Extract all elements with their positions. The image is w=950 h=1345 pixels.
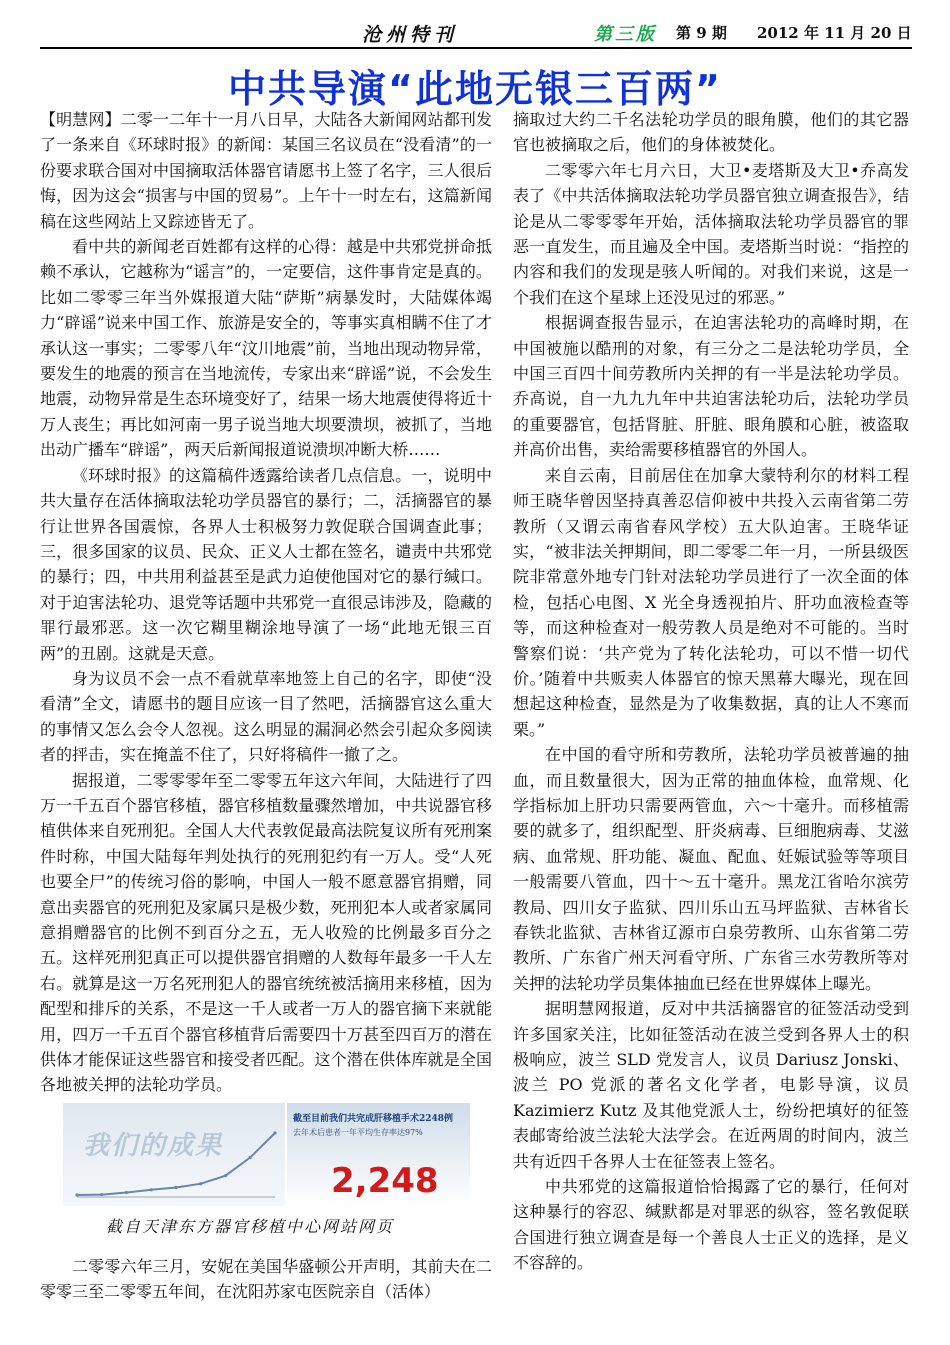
figure-caption: 截自天津东方器官移植中心网站网页 — [106, 1217, 395, 1236]
website-screenshot-figure — [63, 1103, 470, 1206]
issue-number: 第 9 期 — [676, 24, 727, 42]
growth-chart — [63, 1103, 285, 1206]
transplant-count: 2,248 — [331, 1161, 439, 1201]
paper-title: 沧州特刊 — [362, 24, 459, 46]
paragraph: 身为议员不会一点不看就草率地签上自己的名字，即使“没看清”全文，请愿书的题目应该一目了然吧，活摘器官这么重大的事情又怎么会令人忽视。这么明显的漏洞必然会引起众多阅读者的抨击，实在掩盖不住了，只好将稿件一撤了之。 — [40, 668, 492, 765]
paragraph: 看中共的新闻老百姓都有这样的心得：越是中共邪党拼命抵赖不承认，它越称为“谣言”的，一定要信，这件事肯定是真的。比如二零零三年当外媒报道大陆“萨斯”病暴发时，大陆媒体竭力“辟谣”说来中国工作、旅游是安全的，等事实真相瞒不住了才承认这一事实；二零零八年“汶川地震”前，当地出现动物异常，要发生的地震的预言在当地流传，专家出来“辟谣”说，不会发生地震，动物异常是生态环境变好了，结果一场大地震使得将近十万人丧生；再比如河南一男子说当地大坝要溃坝，被抓了，当地出动广播车“辟谣”，两天后新闻报道说溃坝冲断大桥…… — [40, 237, 492, 460]
left-column — [40, 107, 492, 1098]
paragraph: 来自云南，目前居住在加拿大蒙特利尔的材料工程师王晓华曾因坚持真善忍信仰被中共投入云南省第二劳教所（又谓云南省春风学校）五大队迫害。王晓华证实，“被非法关押期间，即二零零二年一月，一所县级医院非常意外地专门针对法轮功学员进行了一次全面的体检，包括心电图、X 光全身透视拍片、肝功血液检查等等，而这种检查对一般劳教人员是绝对不可能的。当时警察们说：‘共产党为了转化法轮功，可以不惜一切代价。’随着中共贩卖人体器官的惊天黑幕大曝光，现在回想起这种检查，显然是为了收集数据，真的让人不寒而栗。” — [513, 465, 909, 739]
paragraph: 【明慧网】二零一二年十一月八日早，大陆各大新闻网站都刊发了一条来自《环球时报》的新闻：某国三名议员在“没看清”的一份要求联合国对中国摘取活体器官请愿书上签了名字，三人很后悔，因为这会“损害与中国的贸易”。上午十一时左右，这篇新闻稿在这些网站上又踪迹皆无了。 — [40, 110, 492, 231]
paragraph: 据明慧网报道，反对中共活摘器官的征签活动受到许多国家关注，比如征签活动在波兰受到各界人士的积极响应，波兰 SLD 党发言人，议员 Dariusz Jonski、波兰 PO 党派的著名文化学者，电影导演，议员 Kazimierz Kutz 及其他党派人士，纷纷把填好的征签表邮寄给波兰法轮大法学会。在近两周的时间内，波兰共有近四千各界人士在征签表上签名。 — [513, 999, 909, 1171]
article-headline: 中共导演“此地无银三百两” — [228, 67, 722, 111]
paragraph: 中共邪党的这篇报道恰恰揭露了它的暴行，任何对这种暴行的容忍、缄默都是对罪恶的纵容，签名敦促联合国进行独立调查是每一个善良人士正义的选择，是义不容辞的。 — [513, 1177, 909, 1273]
left-column-tail — [40, 1254, 492, 1305]
right-column — [513, 107, 909, 1276]
chart-watermark: 我们的成果 — [83, 1131, 224, 1161]
paragraph: 根据调查报告显示，在迫害法轮功的高峰时期，在中国被施以酷刑的对象，有三分之二是法轮功学员，全中国三百四十间劳教所内关押的有一半是法轮功学员。乔高说，自一九九九年中共迫害法轮功后，法轮功学员的重要器官，包括肾脏、肝脏、眼角膜和心脏，被盗取并高价出售，卖给需要移植器官的外国人。 — [513, 313, 909, 460]
stats-panel — [287, 1103, 470, 1206]
paragraph: 《环球时报》的这篇稿件透露给读者几点信息。一，说明中共大量存在活体摘取法轮功学员器官的暴行；二，活摘器官的暴行让世界各国震惊，各界人士积极努力敦促联合国调查此事；三，很多国家的议员、民众、正义人士都在签名，谴责中共邪党的暴行；四，中共用利益甚至是武力迫使他国对它的暴行缄口。对于迫害法轮功、退党等话题中共邪党一直很忌讳涉及，隐藏的罪行最邪恶。这一次它糊里糊涂地导演了一场“此地无银三百两”的丑剧。这就是天意。 — [40, 465, 492, 663]
masthead — [40, 14, 912, 46]
paragraph: 据报道，二零零零年至二零零五年这六年间，大陆进行了四万一千五百个器官移植，器官移植数量骤然增加，中共说器官移植供体来自死刑犯。全国人大代表敦促最高法院复议所有死刑案件时称，中国大陆每年判处执行的死刑犯约有一万人。受“人死也要全尸”的传统习俗的影响，中国人一般不愿意器官捐赠，同意出卖器官的死刑犯及家属只是极少数，死刑犯本人或者家属同意捐赠器官的比例不到百分之五，无人收殓的比例最多百分之五。这样死刑犯真正可以提供器官捐赠的人数每年最多一千人左右。就算是这一万名死刑犯人的器官统统被活摘用来移植，因为配型和排斥的关系，不是这一千人或者一万人的器官摘下来就能用，四万一千五百个器官移植背后需要四十万甚至四百万的潜在供体才能保证这些器官和接受者匹配。这个潜在供体库就是全国各地被关押的法轮功学员。 — [40, 770, 492, 1095]
stats-subline: 去年术后患者一年平均生存率达97% — [293, 1128, 423, 1137]
stats-headline: 截至目前我们共完成肝移植手术2248例 — [293, 1114, 454, 1124]
paragraph: 摘取过大约二千名法轮功学员的眼角膜，他们的其它器官也被摘取之后，他们的身体被焚化。 — [513, 110, 909, 155]
paragraph: 在中国的看守所和劳教所，法轮功学员被普遍的抽血，而且数量很大，因为正常的抽血体检，血常规、化学指标加上肝功只需要两管血，六～十毫升。而移植需要的就多了，组织配型、肝炎病毒、巨细胞病毒、艾滋病、血常规、肝功能、凝血、配血、妊娠试验等等项目一般需要八管血，四十～五十毫升。黑龙江省哈尔滨劳教局、四川女子监狱、四川乐山五马坪监狱、吉林省长春铁北监狱、吉林省辽源市白泉劳教所、山东省第二劳教所、广东省广州天河看守所、广东省三水劳教所等对关押的法轮功学员集体抽血已经在世界媒体上曝光。 — [513, 745, 909, 993]
edition-label: 第三版 — [594, 24, 657, 45]
issue-date: 2012 年 11 月 20 日 — [757, 24, 912, 42]
chart-line — [77, 1133, 275, 1195]
paragraph: 二零零六年七月六日，大卫•麦塔斯及大卫•乔高发表了《中共活体摘取法轮功学员器官独立调查报告》，结论是从二零零零年开始，活体摘取法轮功学员器官的罪恶一直发生，而且遍及全中国。麦塔斯当时说：“指控的内容和我们的发现是骇人听闻的。对我们来说，这是一个我们在这个星球上还没见过的邪恶。” — [513, 160, 909, 307]
growth-curve — [63, 1103, 285, 1206]
paragraph: 二零零六年三月，安妮在美国华盛顿公开声明，其前夫在二零零三至二零零五年间，在沈阳苏家屯医院亲自（活体） — [40, 1257, 492, 1302]
header-rule — [40, 47, 912, 49]
